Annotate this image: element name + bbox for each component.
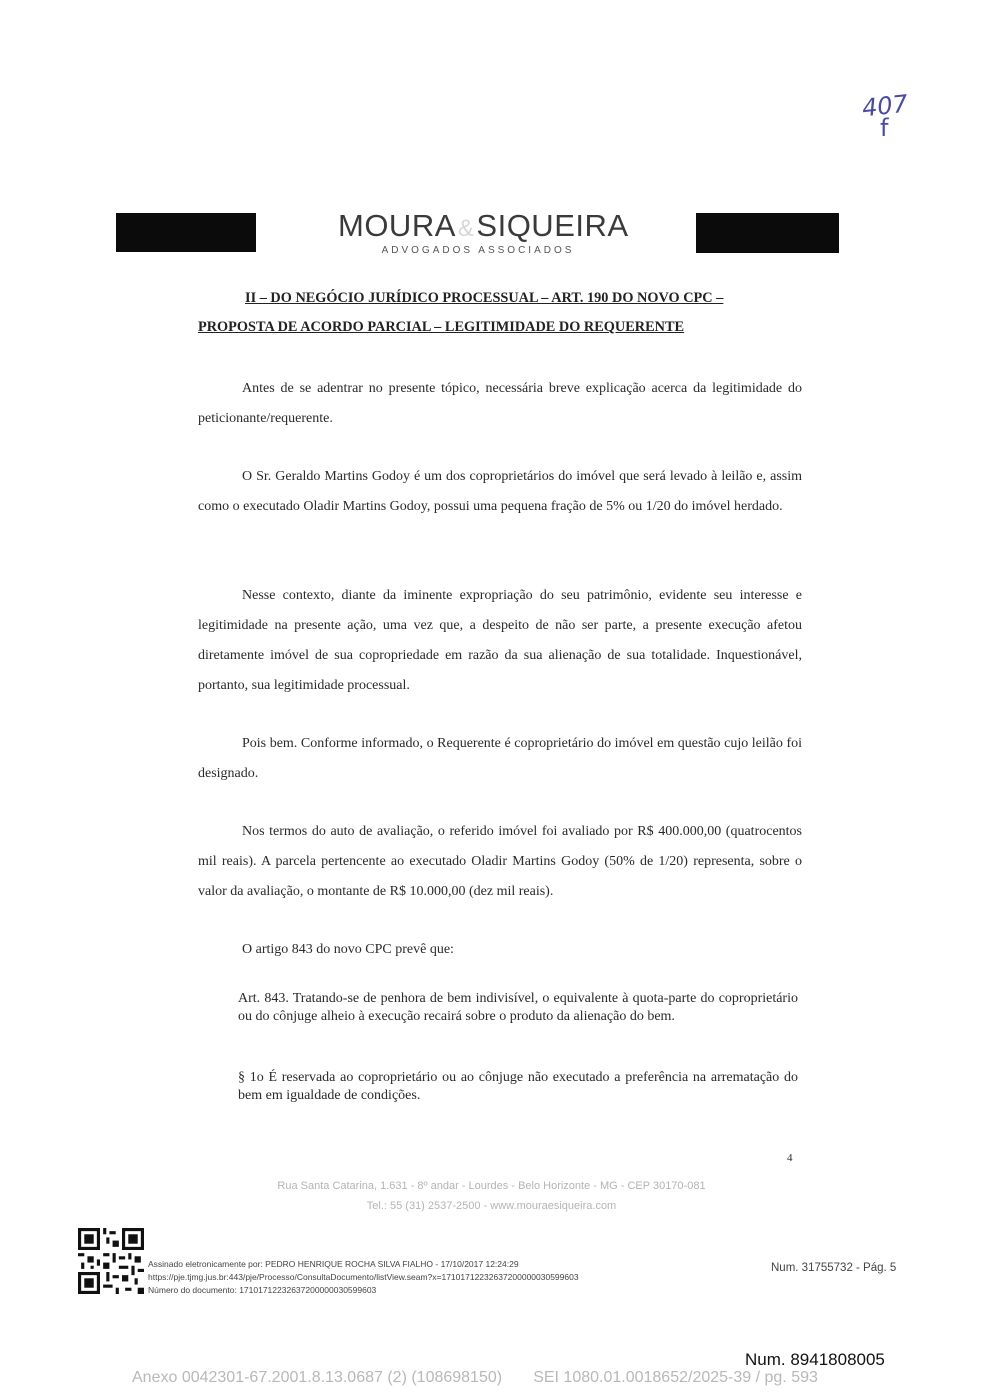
logo-name-right: SIQUEIRA [476,208,629,243]
logo-name [338,208,629,244]
paragraph-3 [198,581,802,701]
paragraph-4-text: Pois bem. Conforme informado, o Requerente é coproprietário do imóvel em questão cujo leilão foi designado. [198,736,802,781]
paragraph-5-text: Nos termos do auto de avaliação, o referido imóvel foi avaliado por R$ 400.000,00 (quatrocentos mil reais). A parcela pertencente ao executado Oladir Martins Godoy (50% de 1/20) representa, sobre o valor da avaliação, o montante de R$ 10.000,00 (dez mil reais). [198,824,802,899]
qr-code-icon [78,1228,144,1294]
letterhead-logo [338,208,629,256]
handwritten-page-number [860,89,910,142]
signature-document-number: Número do documento: 17101712232637200000030599603 [148,1285,377,1295]
logo-subtitle: ADVOGADOS ASSOCIADOS [381,245,575,256]
section-heading-line-2: PROPOSTA DE ACORDO PARCIAL – LEGITIMIDADE DO REQUERENTE [198,319,685,335]
quote-art-843: Art. 843. Tratando-se de penhora de bem indivisível, o equivalente à quota-parte do coproprietário ou do cônjuge alheio à execução recairá sobre o produto da alienação do bem. [238,991,798,1024]
annex-watermark: Anexo 0042301-67.2001.8.13.0687 (2) (108698150) SEI 1080.01.0018652/2025-39 / pg. 593 [132,1369,818,1386]
paragraph-6-text: O artigo 843 do novo CPC prevê que: [242,942,454,957]
redaction-left [116,213,256,252]
paragraph-6 [198,935,802,965]
page-number: 4 [787,1152,793,1164]
document-num-stamp: Num. 8941808005 [745,1350,885,1369]
section-heading-line-1: II – DO NEGÓCIO JURÍDICO PROCESSUAL – ART. 190 DO NOVO CPC – [245,290,724,306]
redaction-right [696,213,839,253]
paragraph-1 [198,374,802,434]
footer-address: Rua Santa Catarina, 1.631 - 8º andar - Lourdes - Belo Horizonte - MG - CEP 30170-081 [277,1180,706,1192]
logo-ampersand-mark: & [457,215,475,242]
paragraph-3-text: Nesse contexto, diante da iminente expropriação do seu patrimônio, evidente seu interesse e legitimidade na presente ação, uma vez que, a despeito de não ser parte, a presente execução afetou diretamente imóvel de sua copropriedade em razão da sua alienação de sua totalidade. Inquestionável, portanto, sua legitimidade processual. [198,588,802,693]
signature-url[interactable]: https://pje.tjmg.jus.br:443/pje/Processo/ConsultaDocumento/listView.seam?x=17101712232637200000030599603 [148,1272,579,1282]
handwritten-number: 407 [860,89,910,123]
document-num-page: Num. 31755732 - Pág. 5 [771,1262,897,1274]
paragraph-4 [198,729,802,789]
logo-name-left: MOURA [338,208,456,243]
paragraph-5 [198,817,802,907]
handwritten-initial: f [880,114,889,142]
paragraph-2-text: O Sr. Geraldo Martins Godoy é um dos coproprietários do imóvel que será levado à leilão e, assim como o executado Oladir Martins Godoy, possui uma pequena fração de 5% ou 1/20 do imóvel herdado. [198,469,802,514]
quote-paragraph-1: § 1o É reservada ao coproprietário ou ao cônjuge não executado a preferência na arrematação do bem em igualdade de condições. [238,1070,798,1103]
paragraph-2 [198,462,802,522]
signature-line-1: Assinado eletronicamente por: PEDRO HENRIQUE ROCHA SILVA FIALHO - 17/10/2017 12:24:29 [148,1259,519,1269]
paragraph-1-text: Antes de se adentrar no presente tópico, necessária breve explicação acerca da legitimidade do peticionante/requerente. [198,381,802,426]
footer-contact: Tel.: 55 (31) 2537-2500 - www.mouraesiqueira.com [366,1200,617,1212]
